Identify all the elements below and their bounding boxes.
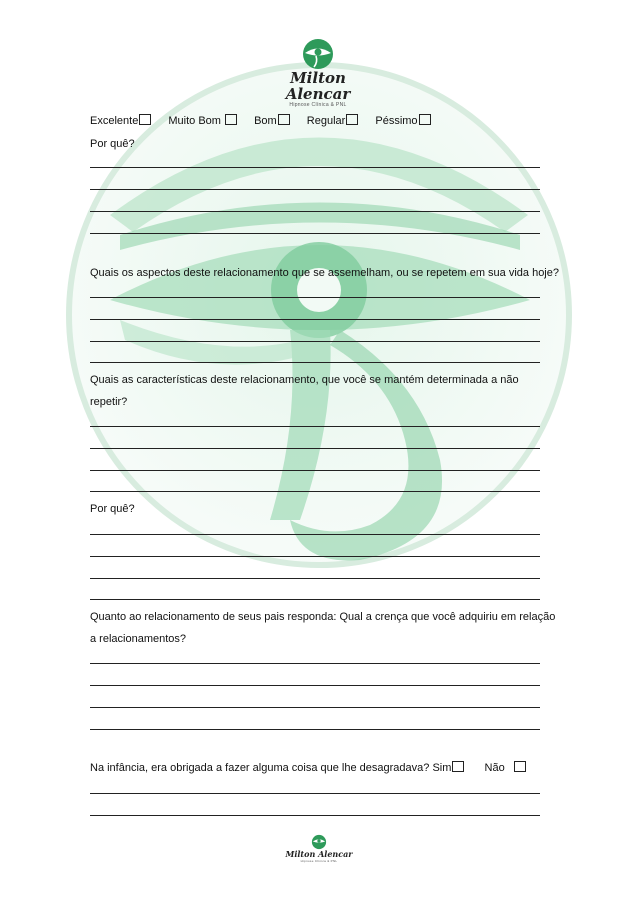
- rating-label: Regular: [306, 115, 346, 127]
- question-text: Por quê?: [90, 503, 135, 515]
- checkbox-regular[interactable]: [346, 114, 358, 125]
- answer-line[interactable]: [90, 470, 540, 471]
- question-row: [90, 761, 526, 775]
- eye-logo-icon: [310, 834, 328, 850]
- rating-option-bom: [254, 115, 290, 127]
- checkbox-nao[interactable]: [514, 761, 526, 772]
- header-logo: [268, 38, 368, 108]
- eye-logo-icon: [299, 38, 337, 70]
- question-text: Quais os aspectos deste relacionamento que se assemelham, ou se repetem em sua vida hoje?: [90, 267, 559, 279]
- answer-line[interactable]: [90, 663, 540, 664]
- checkbox-sim[interactable]: [452, 761, 464, 772]
- checkbox-bom[interactable]: [278, 114, 290, 125]
- answer-line[interactable]: [90, 599, 540, 600]
- question-text: Quanto ao relacionamento de seus pais responda: Qual a crença que você adquiriu em relação: [90, 611, 556, 623]
- rating-row: [90, 114, 445, 128]
- answer-line[interactable]: [90, 297, 540, 298]
- question-text-continued: repetir?: [90, 396, 128, 408]
- answer-line[interactable]: [90, 448, 540, 449]
- answer-line[interactable]: [90, 211, 540, 212]
- rating-option-regular: [307, 115, 359, 127]
- answer-line[interactable]: [90, 685, 540, 686]
- question-text-continued: a relacionamentos?: [90, 633, 187, 645]
- answer-line[interactable]: [90, 815, 540, 816]
- answer-line[interactable]: [90, 578, 540, 579]
- answer-line[interactable]: [90, 189, 540, 190]
- rating-label: Bom: [254, 115, 277, 127]
- brand-name: Milton Alencar: [285, 69, 351, 103]
- answer-line[interactable]: [90, 362, 540, 363]
- answer-line[interactable]: [90, 341, 540, 342]
- brand-tagline: Hipnose Clínica & PNL: [289, 102, 347, 108]
- rating-option-excelente: [90, 115, 151, 127]
- answer-line[interactable]: [90, 556, 540, 557]
- answer-line[interactable]: [90, 167, 540, 168]
- footer-logo: [284, 834, 354, 863]
- answer-line[interactable]: [90, 534, 540, 535]
- footer-brand-tagline: Hipnose Clínica & PNL: [300, 859, 338, 863]
- question-text: Na infância, era obrigada a fazer alguma coisa que lhe desagradava?: [90, 762, 430, 774]
- answer-line[interactable]: [90, 426, 540, 427]
- question-text: Por quê?: [90, 138, 135, 150]
- answer-line[interactable]: [90, 491, 540, 492]
- rating-label: Excelente: [90, 115, 139, 127]
- footer-brand-name: Milton Alencar: [285, 849, 353, 859]
- answer-line[interactable]: [90, 319, 540, 320]
- rating-label: Muito Bom: [168, 115, 221, 127]
- yes-label: Sim: [432, 762, 452, 774]
- checkbox-muito-bom[interactable]: [225, 114, 237, 125]
- checkbox-pessimo[interactable]: [419, 114, 431, 125]
- answer-line[interactable]: [90, 793, 540, 794]
- rating-option-muito-bom: [168, 115, 237, 127]
- question-text: Quais as características deste relacionamento, que você se mantém determinada a não: [90, 374, 519, 386]
- answer-line[interactable]: [90, 707, 540, 708]
- answer-line[interactable]: [90, 729, 540, 730]
- rating-option-pessimo: [375, 115, 430, 127]
- rating-label: Péssimo: [375, 115, 418, 127]
- answer-line[interactable]: [90, 233, 540, 234]
- no-label: Não: [484, 762, 505, 774]
- checkbox-excelente[interactable]: [139, 114, 151, 125]
